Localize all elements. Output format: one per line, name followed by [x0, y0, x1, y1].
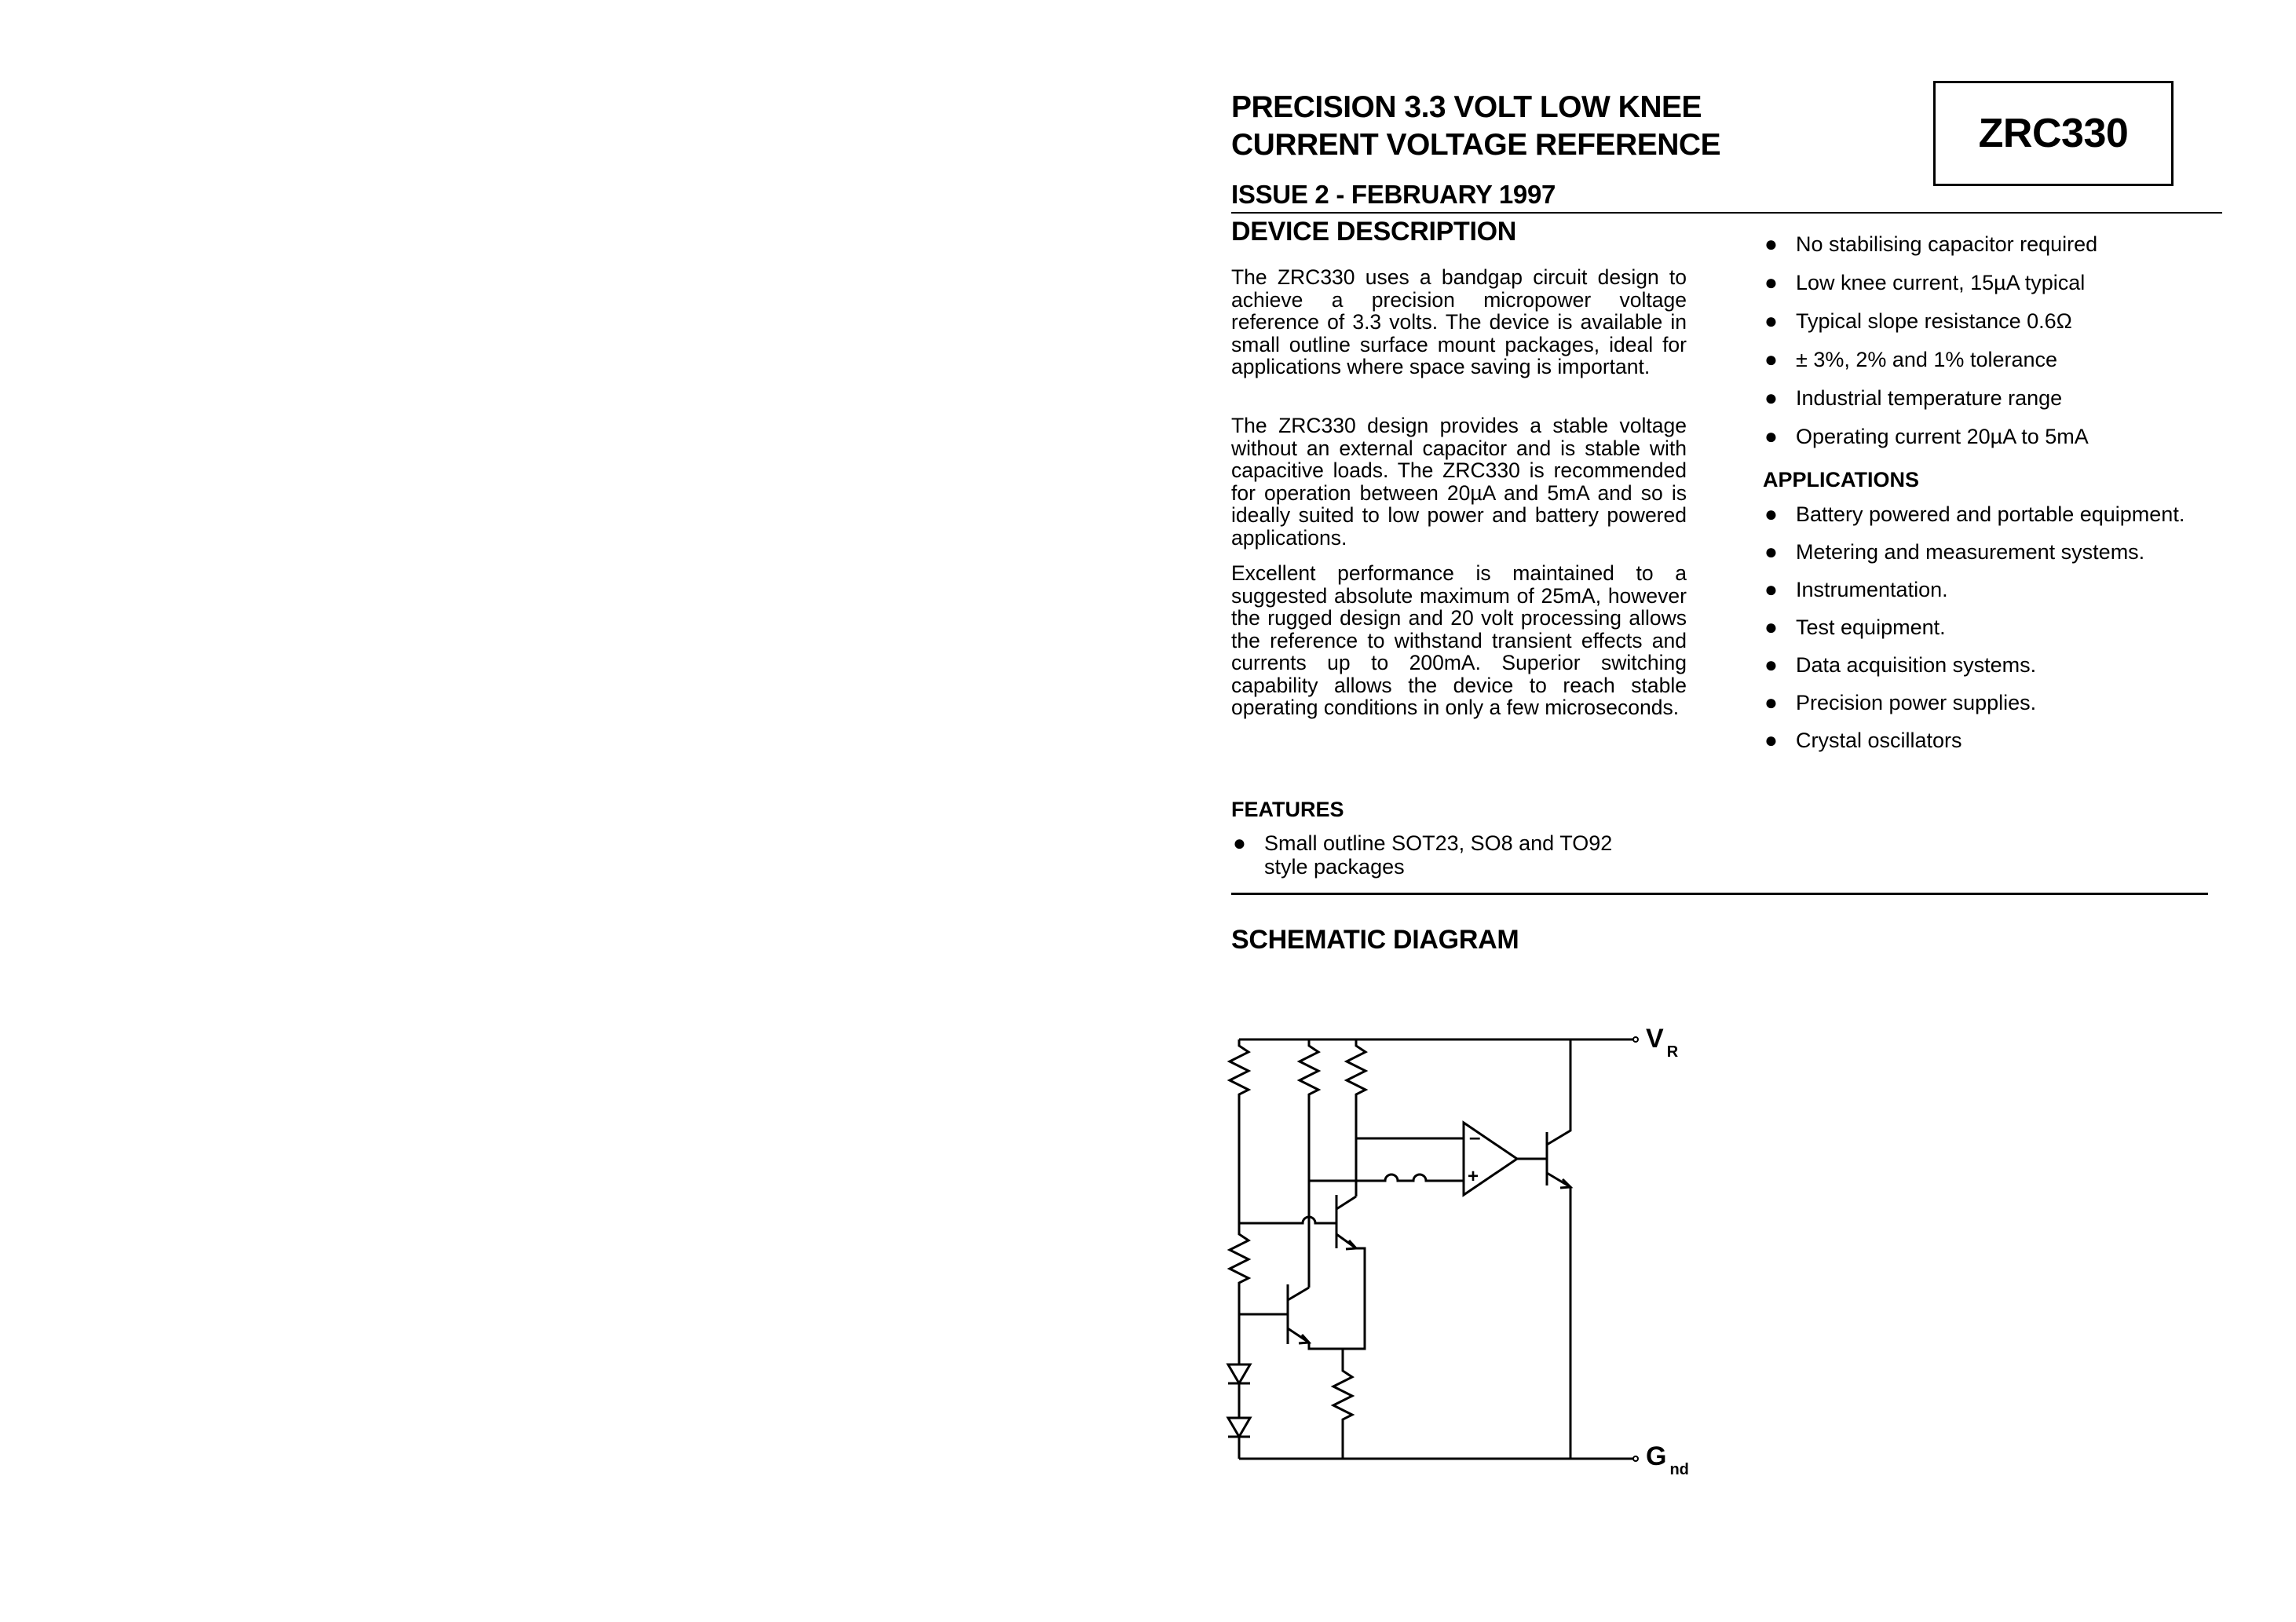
description-paragraph-2: The ZRC330 design provides a stable voltage without an external capacitor and is stable with capacitive loads. The ZRC330 is recommended for operation between 20µA and 5mA and so is ideally suited to low power and battery powered applications.	[1231, 414, 1687, 550]
list-item: ● Typical slope resistance 0.6Ω	[1763, 309, 2234, 333]
list-item: ● No stabilising capacitor required	[1763, 232, 2234, 256]
junction-line-high	[1309, 1174, 1464, 1181]
junction-line-low	[1239, 1217, 1336, 1223]
list-item: ● Crystal oscillators	[1763, 729, 2250, 752]
section-rule	[1231, 893, 2208, 895]
vr-terminal	[1633, 1037, 1638, 1042]
description-paragraph-3: Excellent performance is maintained to a suggested absolute maximum of 25mA, however the rugged design and 20 volt processing allows the reference to withstand transient effects and currents up to 200mA. Superior switching capability allows the device to reach stable operating conditions in only a few microseconds.	[1231, 561, 1687, 719]
part-number: ZRC330	[1978, 111, 2129, 156]
title-line-2: CURRENT VOLTAGE REFERENCE	[1231, 128, 1721, 162]
part-number-box	[1933, 81, 2174, 186]
schematic-diagram	[1209, 1013, 1712, 1500]
gnd-terminal	[1633, 1456, 1638, 1461]
bullet-icon	[1764, 236, 1778, 252]
bullet-icon	[1764, 732, 1778, 748]
applications-heading: APPLICATIONS	[1763, 468, 1920, 491]
features-left-list	[1231, 831, 1624, 879]
bullet-icon	[1764, 544, 1778, 560]
opamp-minus-label: –	[1469, 1125, 1481, 1149]
bullet-icon	[1764, 352, 1778, 367]
bullet-icon	[1764, 429, 1778, 444]
list-item: ● Operating current 20µA to 5mA	[1763, 425, 2234, 448]
schematic-heading: SCHEMATIC DIAGRAM	[1231, 925, 1519, 955]
list-item: ● Data acquisition systems.	[1763, 653, 2250, 677]
list-item: ● Instrumentation.	[1763, 578, 2250, 601]
bullet-icon	[1764, 695, 1778, 711]
diode-1	[1228, 1360, 1250, 1410]
bullet-icon	[1764, 506, 1778, 522]
header-rule	[1231, 212, 2222, 214]
features-right-list	[1763, 232, 2234, 448]
resistor-r1	[1230, 1039, 1249, 1223]
resistor-r3	[1300, 1039, 1318, 1288]
issue-date: ISSUE 2 - FEBRUARY 1997	[1231, 180, 1556, 209]
bullet-icon	[1764, 619, 1778, 635]
transistor-q2	[1336, 1195, 1356, 1248]
list-item: ● Test equipment.	[1763, 616, 2250, 639]
bullet-icon	[1764, 275, 1778, 290]
diode-2	[1228, 1410, 1250, 1459]
bullet-icon	[1764, 582, 1778, 597]
vr-label: V $_R$	[1646, 1024, 1679, 1061]
bullet-icon	[1764, 313, 1778, 329]
resistor-r4	[1347, 1039, 1366, 1196]
transistor-q3	[1547, 1039, 1570, 1459]
list-item: ● Precision power supplies.	[1763, 691, 2250, 714]
list-item: ● Industrial temperature range	[1763, 386, 2234, 410]
applications-list	[1763, 502, 2250, 752]
list-item: ● ± 3%, 2% and 1% tolerance	[1763, 348, 2234, 371]
description-paragraph-1: The ZRC330 uses a bandgap circuit design to achieve a precision micropower voltage reference of 3.3 volts. The device is available in small outline surface mount packages, ideal for applications where space saving is important.	[1231, 265, 1687, 378]
resistor-r5	[1333, 1349, 1352, 1459]
bullet-icon	[1764, 657, 1778, 673]
bullet-icon	[1764, 390, 1778, 406]
transistor-q1	[1288, 1284, 1309, 1344]
document-title	[1231, 89, 1907, 164]
bullet-icon	[1233, 835, 1246, 851]
list-item: ● Metering and measurement systems.	[1763, 540, 2250, 564]
list-item: ● Low knee current, 15µA typical	[1763, 271, 2234, 294]
q2-emitter-wire	[1309, 1248, 1365, 1349]
title-line-1: PRECISION 3.3 VOLT LOW KNEE	[1231, 90, 1702, 124]
device-description-heading: DEVICE DESCRIPTION	[1231, 217, 1516, 247]
resistor-r2	[1230, 1223, 1249, 1360]
list-item: ● Battery powered and portable equipment.	[1763, 502, 2250, 526]
gnd-label: G $_{nd}$	[1646, 1441, 1689, 1478]
opamp-plus-label: +	[1468, 1166, 1479, 1187]
list-item: ● Small outline SOT23, SO8 and TO92 style packages	[1231, 831, 1624, 879]
features-heading: FEATURES	[1231, 798, 1344, 821]
